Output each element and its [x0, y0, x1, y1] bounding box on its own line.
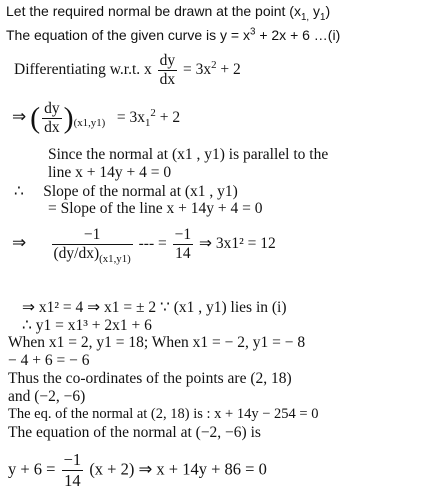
- final-lhs: y + 6 =: [8, 459, 56, 479]
- left-paren: (: [30, 101, 41, 135]
- rhs-fraction: [173, 226, 194, 263]
- solve-line-6: [8, 388, 85, 406]
- diff-label: Differentiating w.r.t. x: [14, 61, 152, 79]
- solve-line-1: [22, 298, 287, 317]
- point-subscript: (x1,y1): [73, 117, 106, 130]
- curve-equation-text: The equation of the given curve is y = x: [6, 27, 250, 43]
- intro-text: y: [309, 3, 321, 19]
- subscript: 1: [145, 117, 151, 130]
- solve-text: and (−2, −6): [8, 388, 86, 405]
- slope-rhs: = 3x: [116, 109, 145, 127]
- diff-rhs: = 3x: [183, 61, 212, 79]
- normal-slope-equation: [12, 226, 276, 266]
- fraction-numerator: dy: [159, 52, 176, 69]
- parallel-line-1: [48, 146, 328, 164]
- solve-line-8: [8, 424, 261, 442]
- solve-text: ⇒ x1² = 4 ⇒ x1 = ± 2 ∵ (x1 , y1) lies in (i): [22, 299, 287, 316]
- fraction-denominator: [52, 244, 133, 266]
- solve-text: ∴ y1 = x1³ + 2x1 + 6: [22, 317, 152, 334]
- parallel-text: line x + 14y + 4 = 0: [48, 164, 172, 181]
- fraction-numerator: −1: [174, 226, 192, 243]
- fraction-numerator: −1: [83, 226, 101, 243]
- implies-arrow: ⇒: [12, 233, 27, 253]
- equation-result: ⇒ 3x1² = 12: [199, 235, 276, 253]
- slope-at-point-line: [12, 100, 180, 137]
- intro-text: ): [325, 3, 331, 19]
- solve-line-5: [8, 370, 292, 388]
- curve-equation-text: + 2x + 6 …(i): [255, 27, 341, 43]
- parallel-text: Since the normal at (x1 , y1) is parallel to the: [48, 146, 329, 163]
- solve-text: Thus the co-ordinates of the points are (2, 18): [8, 370, 292, 387]
- intro-text: Let the required normal be drawn at the point (x: [6, 3, 301, 19]
- parallel-text: Slope of the normal at (x1 , y1): [43, 183, 238, 200]
- fraction-numerator: −1: [63, 450, 82, 469]
- parallel-text: = Slope of the line x + 14y + 4 = 0: [48, 200, 263, 217]
- solve-text: The eq. of the normal at (2, 18) is : x + 14y − 254 = 0: [8, 406, 319, 422]
- intro-line-2: [6, 27, 340, 43]
- fraction-denominator: 14: [62, 470, 84, 491]
- dy-dx-fraction: [42, 100, 62, 137]
- subscript: 1: [320, 11, 326, 23]
- diff-rhs: + 2: [216, 61, 241, 79]
- fraction-denominator: dx: [159, 71, 176, 88]
- implies-arrow: ⇒: [12, 107, 27, 127]
- solve-text: When x1 = 2, y1 = 18; When x1 = − 2, y1 = − 8: [8, 334, 306, 351]
- fraction-denominator: 14: [173, 244, 194, 263]
- right-paren: ): [63, 101, 74, 135]
- superscript: 2: [211, 58, 217, 71]
- solve-line-2: [22, 316, 152, 335]
- parallel-line-2: [48, 164, 171, 182]
- therefore-line: [14, 182, 238, 201]
- therefore-symbol: ∴: [14, 183, 24, 200]
- derivative-text: (dy/dx): [53, 245, 100, 262]
- final-rhs: (x + 2) ⇒ x + 14y + 86 = 0: [89, 459, 267, 479]
- fraction-numerator: dy: [44, 100, 60, 117]
- solve-line-7: [8, 406, 318, 423]
- equals-sign: =: [158, 235, 167, 253]
- parallel-line-4: [48, 200, 263, 218]
- superscript: 3: [249, 26, 256, 38]
- final-fraction: [62, 450, 84, 491]
- differentiation-line: [14, 52, 241, 89]
- subscript: 1,: [300, 11, 310, 23]
- intro-line-1: [6, 3, 331, 23]
- solve-text: The equation of the normal at (−2, −6) is: [8, 424, 261, 441]
- slope-rhs: + 2: [155, 109, 181, 127]
- dash: ---: [138, 235, 155, 253]
- dy-dx-fraction: [158, 52, 178, 89]
- solve-line-4: [8, 352, 89, 370]
- superscript: 2: [150, 106, 156, 119]
- normal-slope-fraction: [52, 226, 133, 266]
- solve-text: − 4 + 6 = − 6: [8, 352, 90, 369]
- solve-line-3: [8, 334, 305, 352]
- fraction-denominator: dx: [44, 119, 60, 136]
- point-subscript: (x1,y1): [99, 253, 131, 266]
- final-equation: [8, 450, 267, 491]
